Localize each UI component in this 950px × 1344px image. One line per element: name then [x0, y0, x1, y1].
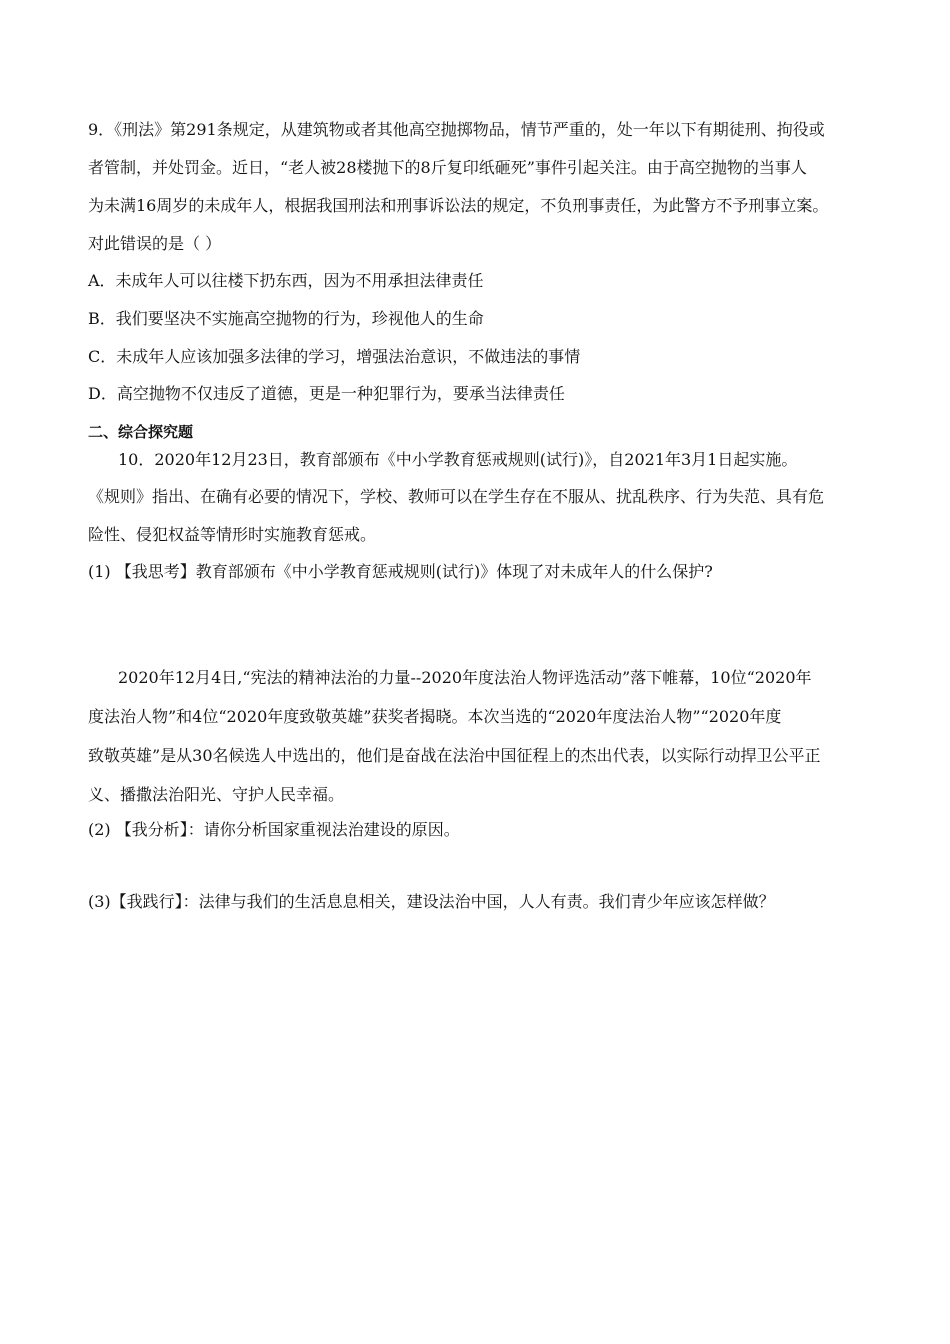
q9-option-a: A．未成年人可以往楼下扔东西，因为不用承担法律责任 — [88, 271, 484, 290]
q10-sub2: (2) 【我分析】：请你分析国家重视法治建设的原因。 — [88, 820, 460, 839]
q10-sub1: (1) 【我思考】教育部颁布《中小学教育惩戒规则(试行)》体现了对未成年人的什么保护? — [88, 562, 713, 581]
q9-stem-line-1: 9．《刑法》第291条规定，从建筑物或者其他高空抛掷物品，情节严重的，处一年以下有期徒刑、拘役或 — [88, 120, 825, 139]
q10-material2-line-3: 致敬英雄”是从30名候选人中选出的，他们是奋战在法治中国征程上的杰出代表，以实际行动捍卫公平正 — [88, 746, 821, 765]
q10-material1-line-1: 10．2020年12月23日，教育部颁布《中小学教育惩戒规则(试行)》，自2021年3月1日起实施。 — [118, 450, 798, 469]
q10-material2-line-2: 度法治人物”和4位“2020年度致敬英雄”获奖者揭晓。本次当选的“2020年度法治人物”“2020年度 — [88, 707, 782, 726]
q10-material2-line-4: 义、播撒法治阳光、守护人民幸福。 — [88, 785, 345, 804]
q10-sub3: (3)【我践行】：法律与我们的生活息息相关，建设法治中国，人人有责。我们青少年应该怎样做？ — [88, 892, 775, 911]
q10-material1-line-3: 险性、侵犯权益等情形时实施教育惩戒。 — [88, 525, 377, 544]
q9-option-c: C．未成年人应该加强多法律的学习，增强法治意识，不做违法的事情 — [88, 347, 581, 366]
section-heading: 二、综合探究题 — [88, 423, 194, 441]
q9-stem-line-4: 对此错误的是（ ） — [88, 234, 222, 253]
q9-stem-line-2: 者管制，并处罚金。近日，“老人被28楼抛下的8斤复印纸砸死”事件引起关注。由于高空抛物的当事人 — [88, 158, 807, 177]
q10-material2-line-1: 2020年12月4日,“宪法的精神法治的力量--2020年度法治人物评选活动”落下帷幕，10位“2020年 — [118, 668, 812, 687]
q9-stem-line-3: 为未满16周岁的未成年人，根据我国刑法和刑事诉讼法的规定，不负刑事责任，为此警方不予刑事立案。 — [88, 196, 829, 215]
q9-option-d: D．高空抛物不仅违反了道德，更是一种犯罪行为，要承当法律责任 — [88, 384, 565, 403]
q9-option-b: B．我们要坚决不实施高空抛物的行为，珍视他人的生命 — [88, 309, 484, 328]
q10-material1-line-2: 《规则》指出、在确有必要的情况下，学校、教师可以在学生存在不服从、扰乱秩序、行为失范、具有危 — [88, 487, 825, 506]
